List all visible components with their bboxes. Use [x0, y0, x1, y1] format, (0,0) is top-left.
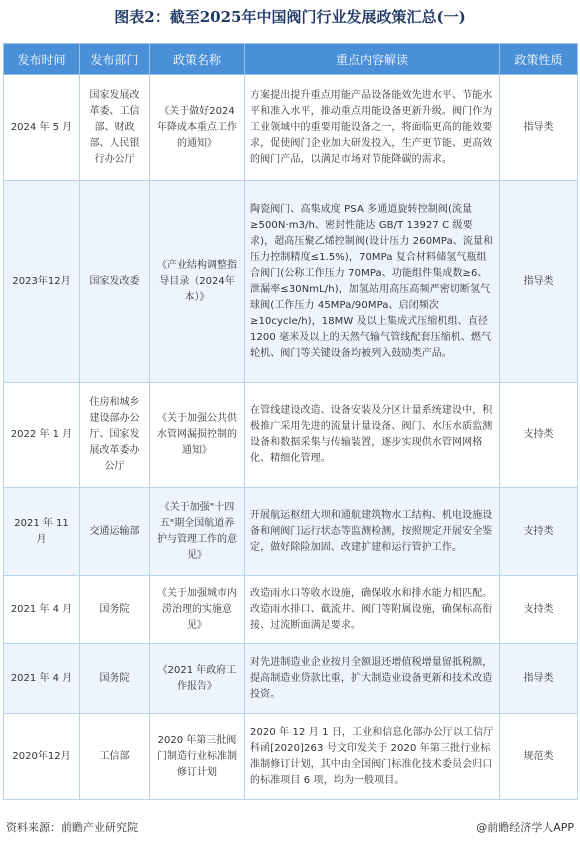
- cell-dept: 国家发展改革委、工信部、财政部、人民银行办公厅: [80, 75, 150, 181]
- cell-time: 2024 年 5 月: [4, 75, 80, 181]
- cell-content: 方案提出提升重点用能产品设备能效先进水平、节能水平和准入水平，推动重点用能设备更新升级。阀门作为工业领域中的重要用能设备之一，将面临更高的能效要求，促使阀门企业加大研发投入，生产更节能、更高效的阀门产品，以满足市场对节能降碳的需求。: [245, 75, 500, 181]
- header-dept: 发布部门: [80, 44, 150, 75]
- cell-nature: 支持类: [500, 383, 578, 488]
- table-row: [4, 714, 578, 800]
- cell-policy-name: 《关于加强公共供水管网漏损控制的通知》: [150, 383, 245, 488]
- header-time: 发布时间: [4, 44, 80, 75]
- cell-time: 2021 年 4 月: [4, 644, 80, 714]
- policy-table: [3, 43, 578, 800]
- cell-content: 对先进制造业企业按月全额退还增值税增量留抵税额，提高制造业贷款比重，扩大制造业设备更新和技术改造投资。: [245, 644, 500, 714]
- cell-policy-name: 《2021 年政府工作报告》: [150, 644, 245, 714]
- table-header-row: [4, 44, 578, 75]
- header-content: 重点内容解读: [245, 44, 500, 75]
- cell-nature: 指导类: [500, 75, 578, 181]
- table-row: [4, 644, 578, 714]
- table-row: [4, 488, 578, 576]
- cell-time: 2021 年 11 月: [4, 488, 80, 576]
- cell-nature: 指导类: [500, 181, 578, 383]
- cell-nature: 支持类: [500, 488, 578, 576]
- cell-content: 在管线建设改造、设备安装及分区计量系统建设中，积极推广采用先进的流量计量设备、阀门、水压水质监测设备和数据采集与传输装置，逐步实现供水管网网格化、精细化管理。: [245, 383, 500, 488]
- cell-policy-name: 《关于加强"十四五"期全国航道养护与管理工作的意见》: [150, 488, 245, 576]
- cell-dept: 交通运输部: [80, 488, 150, 576]
- cell-time: 2023年12月: [4, 181, 80, 383]
- cell-dept: 国务院: [80, 644, 150, 714]
- table-row: [4, 383, 578, 488]
- cell-time: 2021 年 4 月: [4, 576, 80, 644]
- brand-credit: @前瞻经济学人APP: [476, 821, 574, 834]
- cell-content: 2020 年 12 月 1 日，工业和信息化部办公厅以工信厅科函[2020]263 号文印发关于 2020 年第三批行业标准制修订计划，其中由全国阀门标准化技术委员会归口的标准项目 6 项，均为一般项目。: [245, 714, 500, 800]
- cell-dept: 国务院: [80, 576, 150, 644]
- source-note: 资料来源：前瞻产业研究院: [6, 821, 138, 834]
- cell-policy-name: 《关于加强城市内涝治理的实施意见》: [150, 576, 245, 644]
- cell-nature: 规范类: [500, 714, 578, 800]
- header-name: 政策名称: [150, 44, 245, 75]
- cell-dept: 住房和城乡建设部办公厅、国家发展改革委办公厅: [80, 383, 150, 488]
- page-title: 图表2：截至2025年中国阀门行业发展政策汇总(一): [114, 8, 466, 26]
- cell-time: 2022 年 1 月: [4, 383, 80, 488]
- cell-policy-name: 《产业结构调整指导目录（2024年本）》: [150, 181, 245, 383]
- cell-content: 开展航运枢纽大坝和通航建筑物水工结构、机电设施设备和闸阀门运行状态等监测检测，按照规定开展安全鉴定，做好除险加固、改建扩建和运行管护工作。: [245, 488, 500, 576]
- cell-nature: 支持类: [500, 576, 578, 644]
- cell-dept: 国家发改委: [80, 181, 150, 383]
- cell-policy-name: 《关于做好2024 年降成本重点工作的通知》: [150, 75, 245, 181]
- cell-time: 2020年12月: [4, 714, 80, 800]
- cell-dept: 工信部: [80, 714, 150, 800]
- table-row: [4, 75, 578, 181]
- cell-nature: 指导类: [500, 644, 578, 714]
- cell-content: 陶瓷阀门、高集成度 PSA 多通道旋转控制阀(流量≥500N·m3/h、密封性能达 GB/T 13927 C 级要求)，超高压聚乙烯控制阀(设计压力 260MPa、流量和压力控制精度≤1.5%)，70MPa 复合材料储氢气瓶组合阀门(公称工作压力 70MPa、功能组件集成数≥6、泄漏率≤30NmL/h)，加氢站用高压高频严密切断氢气球阀(工作压力 45MPa/90MPa、启闭频次≥10cycle/h)，18MW 及以上集成式压缩机组、直径 1200 毫米及以上的天然气输气管线配套压缩机、燃气轮机、阀门等关键设备均被列入鼓励类产品。: [245, 181, 500, 383]
- header-nature: 政策性质: [500, 44, 578, 75]
- table-row: [4, 181, 578, 383]
- cell-policy-name: 2020 年第三批阀门制造行业标准制修订计划: [150, 714, 245, 800]
- table-row: [4, 576, 578, 644]
- cell-content: 改造雨水口等收水设施，确保收水和排水能力相匹配。改造雨水排口、截流井、阀门等附属设施，确保标高衔接、过流断面满足要求。: [245, 576, 500, 644]
